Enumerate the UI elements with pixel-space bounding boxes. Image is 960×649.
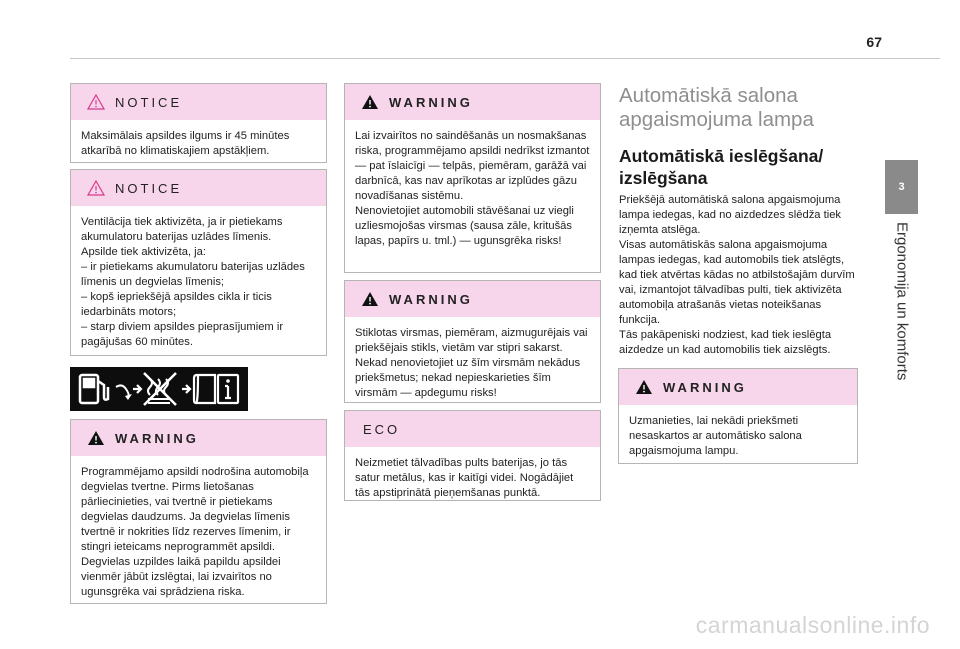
warning-text: Lai izvairītos no saindēšanās un nosmakšanas riska, programmējamo apsildi nedrīkst izmantot — pat īslaicīgi — telpās, piemēram, garāžā vai darbnīcā, kas nav aprīkotas ar izplūdes gāzu novadīšanas sistēmu. bbox=[355, 130, 590, 202]
warning-header bbox=[345, 84, 600, 120]
warning-triangle-icon bbox=[635, 379, 653, 395]
notice-label: NOTICE bbox=[115, 94, 183, 110]
notice-line: – starp diviem apsildes pieprasījumiem ir pagājušas 60 minūtes. bbox=[81, 321, 284, 348]
eco-text: Neizmetiet tālvadības pults baterijas, jo tās satur metālus, kas ir kaitīgi videi. Nogādājiet tās apstiprinātā pieņemšanas punktā. bbox=[355, 457, 574, 499]
notice-header bbox=[71, 84, 326, 120]
section-body bbox=[619, 193, 855, 358]
warning-label: WARNING bbox=[389, 291, 473, 307]
heater-off-icon bbox=[144, 373, 176, 405]
page-number: 67 bbox=[866, 34, 882, 50]
section-subtitle: Automātiskā ieslēgšana/ izslēgšana bbox=[619, 146, 824, 188]
warning-text: Uzmanieties, lai nekādi priekšmeti nesaskartos ar automātisko salona apgaismojuma lampu. bbox=[629, 415, 802, 457]
notice-box-max-duration bbox=[70, 83, 327, 163]
watermark: carmanualsonline.info bbox=[695, 612, 930, 638]
notice-label: NOTICE bbox=[115, 180, 183, 196]
warning-triangle-icon bbox=[361, 291, 379, 307]
chapter-title bbox=[882, 222, 922, 422]
warning-box-glass bbox=[344, 280, 601, 403]
eco-box-batteries bbox=[344, 410, 601, 501]
manual-book-icon bbox=[194, 375, 238, 403]
refuel-warning-pictogram bbox=[70, 367, 248, 411]
eco-label: ECO bbox=[363, 421, 401, 437]
arrow-icon bbox=[133, 385, 141, 393]
warning-box-lamp bbox=[618, 368, 858, 464]
warning-header bbox=[345, 281, 600, 317]
warning-header bbox=[71, 420, 326, 456]
warning-label: WARNING bbox=[389, 94, 473, 110]
warning-label: WARNING bbox=[663, 379, 747, 395]
warning-text: Stiklotas virsmas, piemēram, aizmugurējais vai priekšējais stikls, vietām var stipri sakarst. Nekad nenovietojiet uz šīm virsmām nekādus priekšmetus; nekad nepieskarieties šīm virsmām — apdegumu risks! bbox=[355, 327, 588, 399]
section-title: Automātiskā salona apgaismojuma lampa bbox=[619, 84, 814, 131]
fuel-pump-icon bbox=[80, 375, 108, 403]
body-paragraph: Priekšējā automātiskā salona apgaismojuma lampa iedegas, kad no aizdedzes slēdža tiek izņemta atslēga. bbox=[619, 194, 842, 236]
notice-line: – ir pietiekams akumulatoru baterijas uzlādes līmenis un degvielas līmenis; bbox=[81, 261, 305, 288]
warning-text: Nenovietojiet automobili stāvēšanai uz viegli uzliesmojošas virsmas (sausa zāle, kritušās lapas, papīrs u. tml.) — ugunsgrēka risks! bbox=[355, 205, 574, 247]
notice-header bbox=[71, 170, 326, 206]
notice-text: Maksimālais apsildes ilgums ir 45 minūtes atkarībā no klimatiskajiem apstākļiem. bbox=[81, 130, 290, 157]
notice-line: Apsilde tiek aktivizēta, ja: bbox=[81, 246, 206, 258]
warning-text: Programmējamo apsildi nodrošina automobiļa degvielas tvertne. Pirms lietošanas pārliecinieties, vai tvertnē ir pietiekams degvielas daudzums. Ja degvielas līmenis tvertnē ir nokrities līdz rezerves līmenim, ir stingri ieteicams neprogrammēt apsildi. Degvielas uzpildes laikā papildu apsildei vienmēr jābūt izslēgtai, lai izvairītos no ugunsgrēka vai sprādziena riska. bbox=[81, 466, 309, 598]
warning-triangle-icon bbox=[87, 430, 105, 446]
notice-line: – kopš iepriekšējā apsildes cikla ir ticis iedarbināts motors; bbox=[81, 291, 272, 318]
warning-label: WARNING bbox=[115, 430, 199, 446]
notice-warning-triangle-icon bbox=[87, 180, 105, 196]
notice-box-ventilation bbox=[70, 169, 327, 356]
eco-header bbox=[345, 411, 600, 447]
arrow-icon bbox=[182, 385, 190, 393]
warning-box-poisoning bbox=[344, 83, 601, 273]
notice-line: Ventilācija tiek aktivizēta, ja ir pietiekams akumulatoru baterijas uzlādes līmenis. bbox=[81, 216, 283, 243]
body-paragraph: Visas automātiskās salona apgaismojuma lampas iedegas, kad automobils tiek atslēgts, kad tiek atvērtas kādas no atbilstošajām durvīm vai, izmantojot tālvadības pulti, tiek aktivizēta automobiļa atrašanās vietas noteikšanas funkcija. bbox=[619, 239, 855, 326]
notice-warning-triangle-icon bbox=[87, 94, 105, 110]
warning-triangle-icon bbox=[361, 94, 379, 110]
body-paragraph: Tās pakāpeniski nodziest, kad tiek ieslēgta aizdedze un kad automobilis tiek aizslēgts. bbox=[619, 329, 832, 356]
arrow-icon bbox=[116, 385, 129, 397]
warning-box-fuel bbox=[70, 419, 327, 604]
chapter-title-text: Ergonomija un komforts bbox=[893, 222, 911, 381]
warning-header bbox=[619, 369, 857, 405]
chapter-tab: 3 bbox=[885, 160, 918, 214]
top-divider bbox=[70, 58, 940, 59]
